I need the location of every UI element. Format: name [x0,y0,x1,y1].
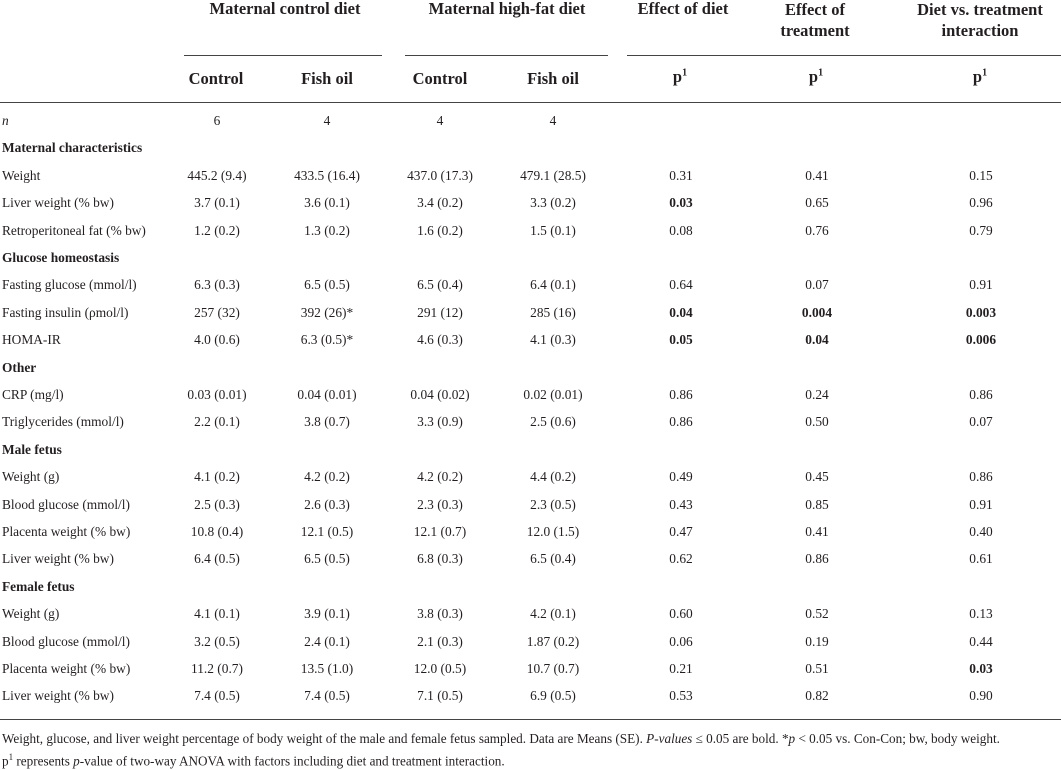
col-header-p-interaction [940,67,1020,87]
row-label: Placenta weight (% bw) [2,661,131,676]
table-cell: 1.6 (0.2) [417,222,463,238]
row-label: Triglycerides (mmol/l) [2,414,124,430]
table-cell: 0.13 [969,606,993,622]
table-cell: 7.1 (0.5) [417,688,463,704]
table-cell: 1.87 (0.2) [526,633,580,649]
table-cell: 4 [436,113,444,128]
table-cell: 0.08 [669,222,693,238]
header-rule-left [0,102,1061,103]
table-cell: 4.4 (0.2) [530,469,576,485]
table-cell: 0.004 [801,304,833,320]
table-cell: 2.5 (0.3) [194,496,240,512]
table-cell: 4.1 (0.1) [194,606,240,622]
table-cell: 3.7 (0.1) [194,195,240,211]
table-cell: 0.24 [805,387,829,402]
table-cell: 0.86 [969,469,993,485]
group-label-high-fat-diet: Maternal high-fat diet [428,0,586,18]
table-cell: 0.96 [969,195,993,211]
table-cell: 4.2 (0.2) [417,469,463,485]
table-header [0,0,1061,103]
table-bottom-rule [0,719,1061,720]
row-label: Weight (g) [2,606,60,622]
col-header-control-1: Control [188,69,244,88]
col-header-control-2: Control [412,69,468,88]
table-cell: 0.41 [805,167,829,183]
table-cell: 0.41 [805,524,829,539]
table-cell: 0.47 [669,524,693,539]
footnote-pvalues: P-values [646,731,693,746]
table-cell: 0.04 (0.01) [297,387,357,402]
table-cell: 6.9 (0.5) [530,688,576,704]
table-cell: 6 [213,113,221,128]
col-header-p-diet [640,67,720,87]
table-cell: 4.0 (0.6) [194,332,240,348]
section-row [0,360,1061,387]
table-cell: 2.6 (0.3) [304,496,350,512]
table-cell: 6.3 (0.5)* [300,332,354,348]
table-row [0,497,1061,524]
table-cell: 3.8 (0.7) [304,414,350,430]
section-label: Male fetus [2,441,62,457]
table-cell: 0.62 [669,551,693,567]
table-row [0,195,1061,222]
table-cell: 6.3 (0.3) [194,277,240,293]
table-cell: 3.3 (0.9) [417,414,463,430]
table-cell: 6.4 (0.5) [194,551,240,567]
table-cell: 6.5 (0.4) [530,551,576,567]
table-row [0,332,1061,359]
table-row [0,223,1061,250]
table-cell: 0.06 [669,633,693,649]
table-cell: 445.2 (9.4) [187,167,247,183]
table-cell: 2.4 (0.1) [304,633,350,649]
table-cell: 0.43 [669,496,693,512]
row-label: Placenta weight (% bw) [2,524,131,539]
table-cell: 3.9 (0.1) [304,606,350,622]
row-label: Weight (g) [2,469,60,485]
table-footnote [2,730,1060,770]
p-sup: 1 [682,67,688,79]
row-label: Liver weight (% bw) [2,195,114,211]
table-row [0,113,1061,140]
footnote-sup: 1 [8,752,14,762]
table-row [0,634,1061,661]
table-cell: 0.60 [669,606,693,622]
group-label-control-diet: Maternal control diet [209,0,361,18]
table-cell: 0.40 [969,524,993,539]
table-cell: 0.07 [805,277,829,293]
table-cell: 0.91 [969,277,993,293]
table-cell: 2.3 (0.5) [530,496,576,512]
row-label: Weight [2,167,41,183]
table-cell: 0.31 [669,167,693,183]
table-cell: 0.86 [669,414,693,430]
table-cell: 291 (12) [417,304,463,320]
table-cell: 0.86 [669,387,693,402]
table-cell: 1.3 (0.2) [304,222,350,238]
table-cell: 0.79 [969,222,993,238]
section-label: Female fetus [2,578,75,594]
table-cell: 479.1 (28.5) [520,167,586,183]
footnote-p: p [73,753,80,769]
footnote-text: Weight, glucose, and liver weight percentage of body weight of the male and female fetus sampled. Data are Means (SE). [2,731,647,746]
table-cell: 437.0 (17.3) [407,167,473,183]
footnote-text: < 0.05 vs. Con-Con; bw, body weight. [795,731,1000,746]
p-label: p [972,67,983,86]
col-header-fish-oil-1: Fish oil [301,69,353,88]
footnote-p: p [2,753,9,769]
table-cell: 3.4 (0.2) [417,195,463,211]
table-cell: 6.8 (0.3) [417,551,463,567]
table-cell: 7.4 (0.5) [194,688,240,704]
section-label: Maternal characteristics [2,140,143,156]
table-cell: 0.52 [805,606,829,622]
table-cell: 6.5 (0.5) [304,277,350,293]
row-label: Fasting glucose (mmol/l) [2,277,137,293]
table-cell: 10.8 (0.4) [190,524,244,539]
table-row [0,414,1061,441]
table-cell: 12.0 (1.5) [526,524,580,539]
table-cell: 4 [549,113,557,128]
table-cell: 0.86 [969,387,993,402]
effect-treatment-label: Effect of treatment [780,0,850,40]
table-row [0,469,1061,496]
table-cell: 7.4 (0.5) [304,688,350,704]
p-sup: 1 [982,67,988,79]
p-sup: 1 [818,67,824,79]
table-row [0,168,1061,195]
footnote-line-1 [2,730,1060,748]
section-row [0,579,1061,606]
table-cell: 0.04 (0.02) [410,387,470,402]
section-row [0,250,1061,277]
table-cell: 4.6 (0.3) [417,332,463,348]
table-cell: 0.76 [805,222,829,238]
table-row [0,661,1061,688]
row-label: Liver weight (% bw) [2,688,114,704]
table-cell: 2.3 (0.3) [417,496,463,512]
row-label: n [2,113,9,128]
effect-diet-label: Effect of diet [637,0,729,18]
table-cell: 0.51 [805,661,829,676]
table-cell: 3.3 (0.2) [530,195,576,211]
table-cell: 12.1 (0.5) [300,524,354,539]
table-cell: 0.64 [669,277,693,293]
p-label: p [672,67,683,86]
table-cell: 257 (32) [194,304,240,320]
table-cell: 0.04 [805,332,829,348]
table-cell: 10.7 (0.7) [526,661,580,676]
footnote-text: ≤ 0.05 are bold. * [692,731,789,746]
table-cell: 0.90 [969,688,993,704]
table-cell: 285 (16) [530,304,576,320]
table-row [0,688,1061,715]
table-cell: 0.86 [805,551,829,567]
table-cell: 4 [323,113,331,128]
section-label: Glucose homeostasis [2,250,120,265]
table-cell: 0.61 [969,551,993,567]
table-row [0,551,1061,578]
table-cell: 0.91 [969,496,993,512]
row-label: CRP (mg/l) [2,387,64,402]
row-label: Blood glucose (mmol/l) [2,633,130,649]
interaction-label: Diet vs. treatment interaction [917,0,1043,40]
table-cell: 4.1 (0.2) [194,469,240,485]
header-rule-right [627,55,1061,56]
table-cell: 0.49 [669,469,693,485]
table-cell: 3.8 (0.3) [417,606,463,622]
table-cell: 6.5 (0.5) [304,551,350,567]
table-row [0,524,1061,551]
section-row [0,442,1061,469]
table-cell: 11.2 (0.7) [191,661,243,676]
table-cell: 0.50 [805,414,829,430]
table-cell: 0.65 [805,195,829,211]
footnote-text: represents [13,753,74,769]
table-row [0,305,1061,332]
table-cell: 2.1 (0.3) [417,633,463,649]
table-cell: 4.2 (0.1) [530,606,576,622]
group-rule-high-fat-diet [405,55,608,56]
table-cell: 0.003 [965,304,997,320]
row-label: Retroperitoneal fat (% bw) [2,222,146,238]
table-cell: 6.5 (0.4) [417,277,463,293]
table-cell: 0.19 [805,633,829,649]
footnote-text: -value of two-way ANOVA with factors including diet and treatment interaction. [79,753,505,769]
table-cell: 3.2 (0.5) [194,633,240,649]
table-cell: 392 (26)* [300,304,354,320]
row-label: Liver weight (% bw) [2,551,114,567]
table-cell: 2.5 (0.6) [530,414,576,430]
table-cell: 0.04 [669,304,693,320]
row-label: Fasting insulin (ρmol/l) [2,304,129,320]
table-cell: 433.5 (16.4) [294,167,360,183]
table-cell: 13.5 (1.0) [300,661,354,676]
table-row [0,606,1061,633]
group-rule-control-diet [184,55,382,56]
table-cell: 4.2 (0.2) [304,469,350,485]
table-cell: 3.6 (0.1) [304,195,350,211]
row-label: Blood glucose (mmol/l) [2,496,130,512]
section-label: Other [2,359,37,375]
table-cell: 0.15 [969,167,993,183]
table-cell: 0.006 [965,332,997,348]
table-cell: 6.4 (0.1) [530,277,576,293]
row-label: HOMA-IR [2,332,61,348]
table-cell: 0.05 [669,332,693,348]
table-cell: 0.85 [805,496,829,512]
table-cell: 2.2 (0.1) [194,414,240,430]
table-cell: 0.45 [805,469,829,485]
table-cell: 1.2 (0.2) [194,222,240,238]
table-cell: 0.02 (0.01) [523,387,583,402]
table-cell: 0.44 [969,633,993,649]
col-header-fish-oil-2: Fish oil [527,69,579,88]
table-cell: 12.1 (0.7) [413,524,467,539]
table-cell: 0.03 (0.01) [187,387,247,402]
table-cell: 0.82 [805,688,829,704]
table-cell: 0.03 [669,195,693,211]
p-label: p [808,67,819,86]
table-cell: 0.07 [969,414,993,430]
table-cell: 0.03 [969,661,993,676]
col-header-p-treatment [776,67,856,87]
table-cell: 1.5 (0.1) [530,222,576,238]
table-cell: 4.1 (0.3) [530,332,576,348]
section-row [0,140,1061,167]
table-row [0,277,1061,304]
table-cell: 0.21 [669,661,693,676]
table-row [0,387,1061,414]
table-cell: 12.0 (0.5) [413,661,467,676]
table-cell: 0.53 [669,688,693,704]
footnote-p: p [788,731,796,746]
